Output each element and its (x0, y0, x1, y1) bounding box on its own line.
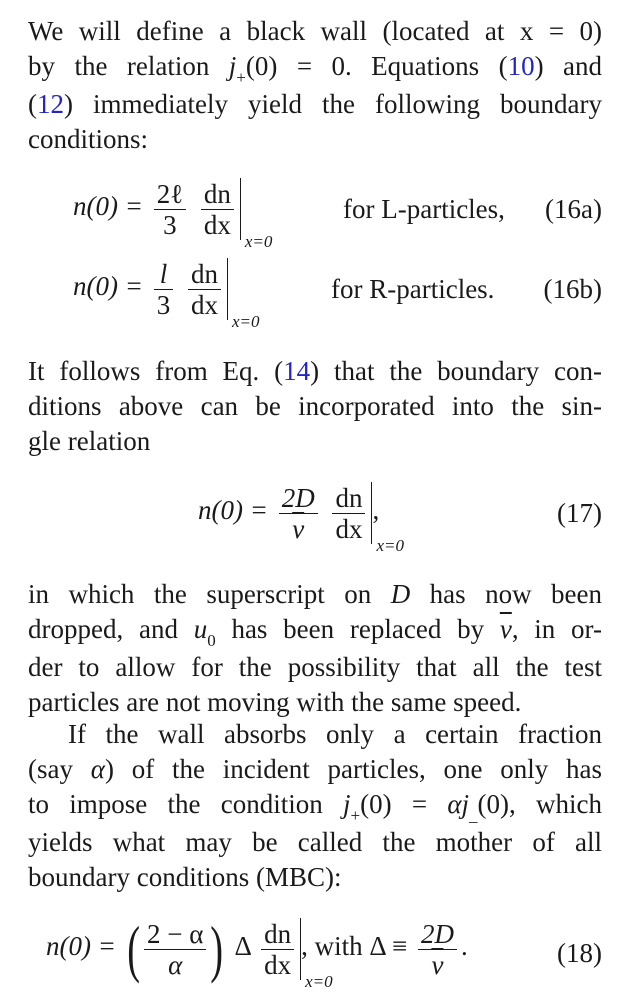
paragraph-single-relation (28, 354, 602, 459)
text-line: boundary conditions (MBC): (28, 862, 342, 892)
text-line: We will define a black wall (located at x = 0) (28, 16, 602, 46)
equation-17: n(0) = $\frac{2D}{v}$ $\frac{dn}{dx}$ x=0 , (17) (198, 482, 602, 555)
equation-number: (16b) (543, 274, 602, 304)
paragraph-mbc (28, 717, 602, 895)
text-line: to impose the condition $j_+(0) = \alpha j_{\_}(0)$, which (28, 789, 602, 825)
equation-18: n(0) = ( $\frac{2 - \alpha}{\alpha}$ ) Δ $\frac{dn}{dx}$ x=0 , with Δ ≡ $\frac{2D}{v}$ . (18) (46, 913, 602, 991)
text-line: (12) immediately yield the following boundary (28, 89, 602, 119)
text-line: It follows from Eq. (14) that the boundary con- (28, 356, 602, 386)
equation-16a: n(0) = $\frac{\text{2ℓ}}{3}$ $\frac{dn}{dx}$ x=0 for L-particles, (16a) (73, 178, 602, 251)
equation-ref-10[interactable]: 10 (507, 51, 535, 81)
math-j: j (228, 51, 237, 81)
text-line: in which the superscript on D has now been (28, 579, 602, 609)
equation-ref-12[interactable]: 12 (37, 89, 64, 119)
paragraph-black-wall (28, 14, 602, 157)
text-line: gle relation (28, 426, 151, 456)
text-line: particles are not moving with the same speed. (28, 687, 522, 717)
text-line: by the relation $j_+(0) = 0$. Equations (10) and (28, 51, 603, 87)
equation-ref-14[interactable]: 14 (283, 356, 311, 386)
text-line: dropped, and $u_0$ has been replaced by $\overline{v}$, in or- (28, 614, 602, 650)
equation-number: (17) (557, 498, 602, 528)
text-line: der to allow for the possibility that all the test (28, 652, 602, 682)
text-line: yields what may be called the mother of all (28, 827, 602, 857)
text-line: If the wall absorbs only a certain fraction (68, 719, 602, 749)
text-line: ditions above can be incorporated into the sin- (28, 391, 602, 421)
equation-number: (18) (557, 938, 602, 968)
paragraph-superscript-dropped (28, 577, 602, 720)
equation-16b: n(0) = $\frac{l}{3}$ $\frac{dn}{dx}$ x=0 for R-particles. (16b) (73, 258, 602, 331)
text-line: conditions: (28, 124, 148, 154)
equation-number: (16a) (545, 194, 602, 224)
text-line: (say α) of the incident particles, one only has (28, 754, 603, 784)
